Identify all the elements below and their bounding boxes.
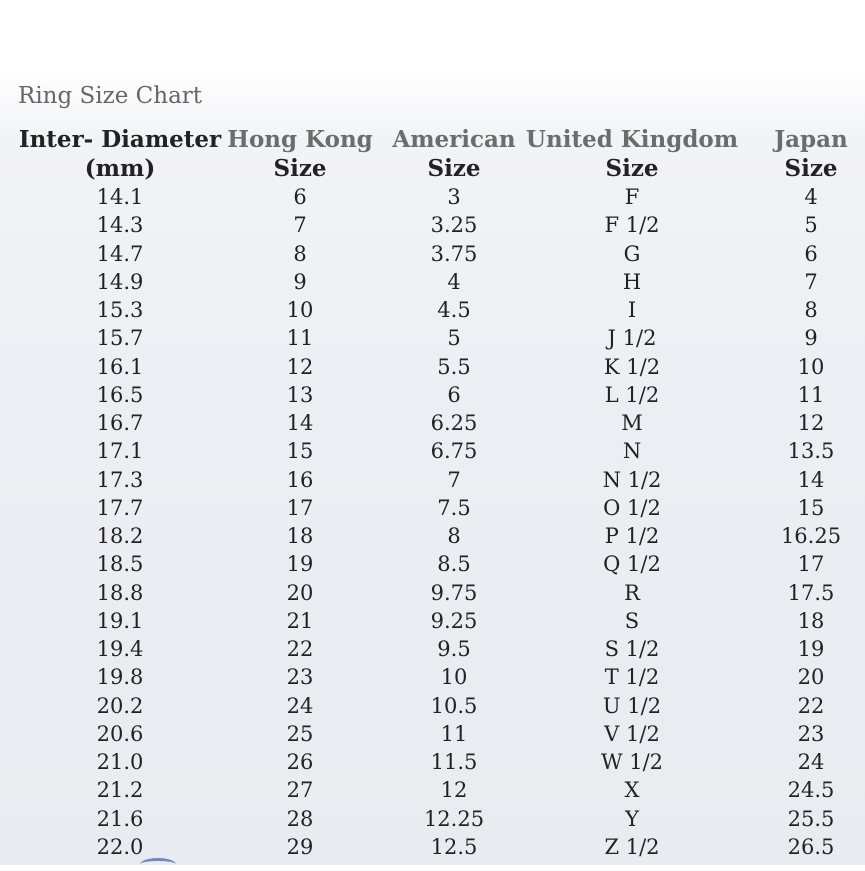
cell-diameter-mm: 14.1 (96, 185, 144, 209)
cell-diameter-mm: 21.2 (96, 778, 144, 803)
cell-diameter-mm: 20.2 (96, 693, 144, 718)
cell-hong-kong-size: 12 (286, 354, 314, 379)
header-uk-size-line2: Size (605, 155, 659, 182)
cell-diameter-mm: 14.7 (96, 241, 144, 266)
cell-hong-kong-size: 6 (293, 185, 307, 209)
cell-american-size: 12 (440, 778, 468, 803)
header-hong-kong-size-line1: Hong Kong (227, 126, 373, 153)
cell-japan-size: 15 (797, 495, 825, 520)
cell-diameter-mm: 17.1 (96, 439, 144, 464)
header-diameter-mm-line2: (mm) (84, 155, 156, 182)
cell-uk-size: P 1/2 (604, 524, 660, 548)
cell-japan-size: 13.5 (787, 439, 835, 464)
header-japan-size-line2: Size (784, 155, 838, 182)
cell-uk-size: F 1/2 (604, 213, 660, 238)
cell-hong-kong-size: 15 (286, 439, 314, 464)
cell-hong-kong-size: 10 (286, 298, 314, 322)
cell-hong-kong-size: 18 (286, 524, 314, 548)
cell-american-size: 11 (440, 721, 468, 746)
cell-uk-size: Q 1/2 (603, 552, 661, 577)
cell-american-size: 6 (447, 382, 461, 407)
cell-hong-kong-size: 17 (286, 495, 314, 520)
cell-diameter-mm: 19.8 (96, 665, 144, 690)
cell-american-size: 3.75 (430, 241, 478, 266)
header-uk-size-line1: United Kingdom (525, 126, 739, 153)
cell-hong-kong-size: 24 (286, 693, 314, 718)
cell-japan-size: 22 (797, 693, 825, 718)
cell-japan-size: 8 (804, 298, 818, 322)
cell-uk-size: L 1/2 (604, 382, 660, 407)
cell-japan-size: 24.5 (787, 778, 835, 803)
cell-american-size: 10 (440, 665, 468, 690)
cell-diameter-mm: 14.3 (96, 213, 144, 238)
cell-diameter-mm: 18.8 (96, 580, 144, 605)
cell-uk-size: T 1/2 (604, 665, 660, 690)
cell-diameter-mm: 16.1 (96, 354, 144, 379)
cell-hong-kong-size: 19 (286, 552, 314, 577)
cell-hong-kong-size: 22 (286, 637, 314, 661)
cell-diameter-mm: 15.3 (96, 298, 144, 322)
cell-japan-size: 4 (804, 185, 818, 209)
cell-diameter-mm: 17.7 (96, 495, 144, 520)
cell-japan-size: 6 (804, 241, 818, 266)
cell-american-size: 4.5 (437, 298, 471, 322)
header-american-size-line2: Size (427, 155, 481, 182)
cell-american-size: 5 (447, 326, 461, 351)
cell-uk-size: S 1/2 (604, 637, 660, 661)
cell-japan-size: 24 (797, 750, 825, 774)
cell-japan-size: 17.5 (787, 580, 835, 605)
cell-american-size: 6.25 (430, 411, 478, 435)
cell-uk-size: J 1/2 (607, 326, 657, 351)
cell-japan-size: 25.5 (787, 806, 835, 831)
cell-uk-size: V 1/2 (604, 721, 660, 746)
cell-uk-size: K 1/2 (603, 354, 661, 379)
cell-hong-kong-size: 16 (286, 467, 314, 492)
cell-hong-kong-size: 29 (286, 834, 314, 859)
cell-uk-size: Z 1/2 (604, 834, 660, 859)
cell-uk-size: N (622, 439, 642, 464)
cell-hong-kong-size: 7 (293, 213, 307, 238)
cell-japan-size: 11 (797, 382, 825, 407)
cell-japan-size: 7 (804, 269, 818, 294)
cell-japan-size: 26.5 (787, 834, 835, 859)
header-japan-size-line1: Japan (774, 126, 848, 153)
cell-diameter-mm: 21.0 (96, 750, 144, 774)
cell-hong-kong-size: 9 (293, 269, 307, 294)
cell-american-size: 9.75 (430, 580, 478, 605)
cell-american-size: 3 (447, 185, 461, 209)
cell-hong-kong-size: 28 (286, 806, 314, 831)
cell-japan-size: 10 (797, 354, 825, 379)
cell-uk-size: G (623, 241, 641, 266)
header-american-size-line1: American (392, 126, 516, 153)
cell-diameter-mm: 16.5 (96, 382, 144, 407)
cell-japan-size: 17 (797, 552, 825, 577)
cell-uk-size: F (624, 185, 640, 209)
cell-diameter-mm: 19.1 (96, 608, 144, 633)
cell-diameter-mm: 19.4 (96, 637, 144, 661)
cell-japan-size: 19 (797, 637, 825, 661)
cell-japan-size: 20 (797, 665, 825, 690)
cell-uk-size: U 1/2 (602, 693, 662, 718)
cell-american-size: 3.25 (430, 213, 478, 238)
cell-uk-size: S (624, 608, 640, 633)
cell-japan-size: 18 (797, 608, 825, 633)
cell-japan-size: 9 (804, 326, 818, 351)
cell-diameter-mm: 15.7 (96, 326, 144, 351)
cell-japan-size: 12 (797, 411, 825, 435)
cell-hong-kong-size: 20 (286, 580, 314, 605)
cell-japan-size: 16.25 (780, 524, 842, 548)
cell-american-size: 6.75 (430, 439, 478, 464)
cell-hong-kong-size: 23 (286, 665, 314, 690)
cell-hong-kong-size: 13 (286, 382, 314, 407)
cell-american-size: 9.25 (430, 608, 478, 633)
cell-american-size: 8 (447, 524, 461, 548)
cell-american-size: 12.5 (430, 834, 478, 859)
cell-uk-size: R (624, 580, 640, 605)
cell-diameter-mm: 17.3 (96, 467, 144, 492)
cell-uk-size: M (621, 411, 643, 435)
cell-hong-kong-size: 21 (286, 608, 314, 633)
cell-american-size: 10.5 (430, 693, 478, 718)
cell-american-size: 12.25 (423, 806, 485, 831)
cell-american-size: 4 (447, 269, 461, 294)
cell-american-size: 7 (447, 467, 461, 492)
chart-title: Ring Size Chart (18, 83, 203, 109)
cell-hong-kong-size: 25 (286, 721, 314, 746)
cell-diameter-mm: 16.7 (96, 411, 144, 435)
cell-japan-size: 5 (804, 213, 818, 238)
cell-diameter-mm: 22.0 (96, 834, 144, 859)
cell-diameter-mm: 18.5 (96, 552, 144, 577)
cell-uk-size: Y (625, 806, 639, 831)
header-diameter-mm-line1: Inter- Diameter (18, 126, 222, 153)
cell-american-size: 7.5 (437, 495, 471, 520)
cell-diameter-mm: 20.6 (96, 721, 144, 746)
cell-american-size: 5.5 (437, 354, 471, 379)
cell-hong-kong-size: 14 (286, 411, 314, 435)
header-hong-kong-size-line2: Size (273, 155, 327, 182)
cell-uk-size: I (627, 298, 637, 322)
cell-uk-size: N 1/2 (602, 467, 662, 492)
cell-uk-size: X (624, 778, 640, 803)
cell-diameter-mm: 14.9 (96, 269, 144, 294)
cell-japan-size: 23 (797, 721, 825, 746)
cell-uk-size: O 1/2 (603, 495, 661, 520)
cell-diameter-mm: 21.6 (96, 806, 144, 831)
cell-hong-kong-size: 27 (286, 778, 314, 803)
cell-uk-size: W 1/2 (600, 750, 664, 774)
cell-uk-size: H (622, 269, 642, 294)
cell-american-size: 8.5 (437, 552, 471, 577)
cell-american-size: 11.5 (430, 750, 478, 774)
cell-hong-kong-size: 26 (286, 750, 314, 774)
cell-japan-size: 14 (797, 467, 825, 492)
cell-american-size: 9.5 (437, 637, 471, 661)
cell-hong-kong-size: 8 (293, 241, 307, 266)
cell-diameter-mm: 18.2 (96, 524, 144, 548)
cell-hong-kong-size: 11 (286, 326, 314, 351)
